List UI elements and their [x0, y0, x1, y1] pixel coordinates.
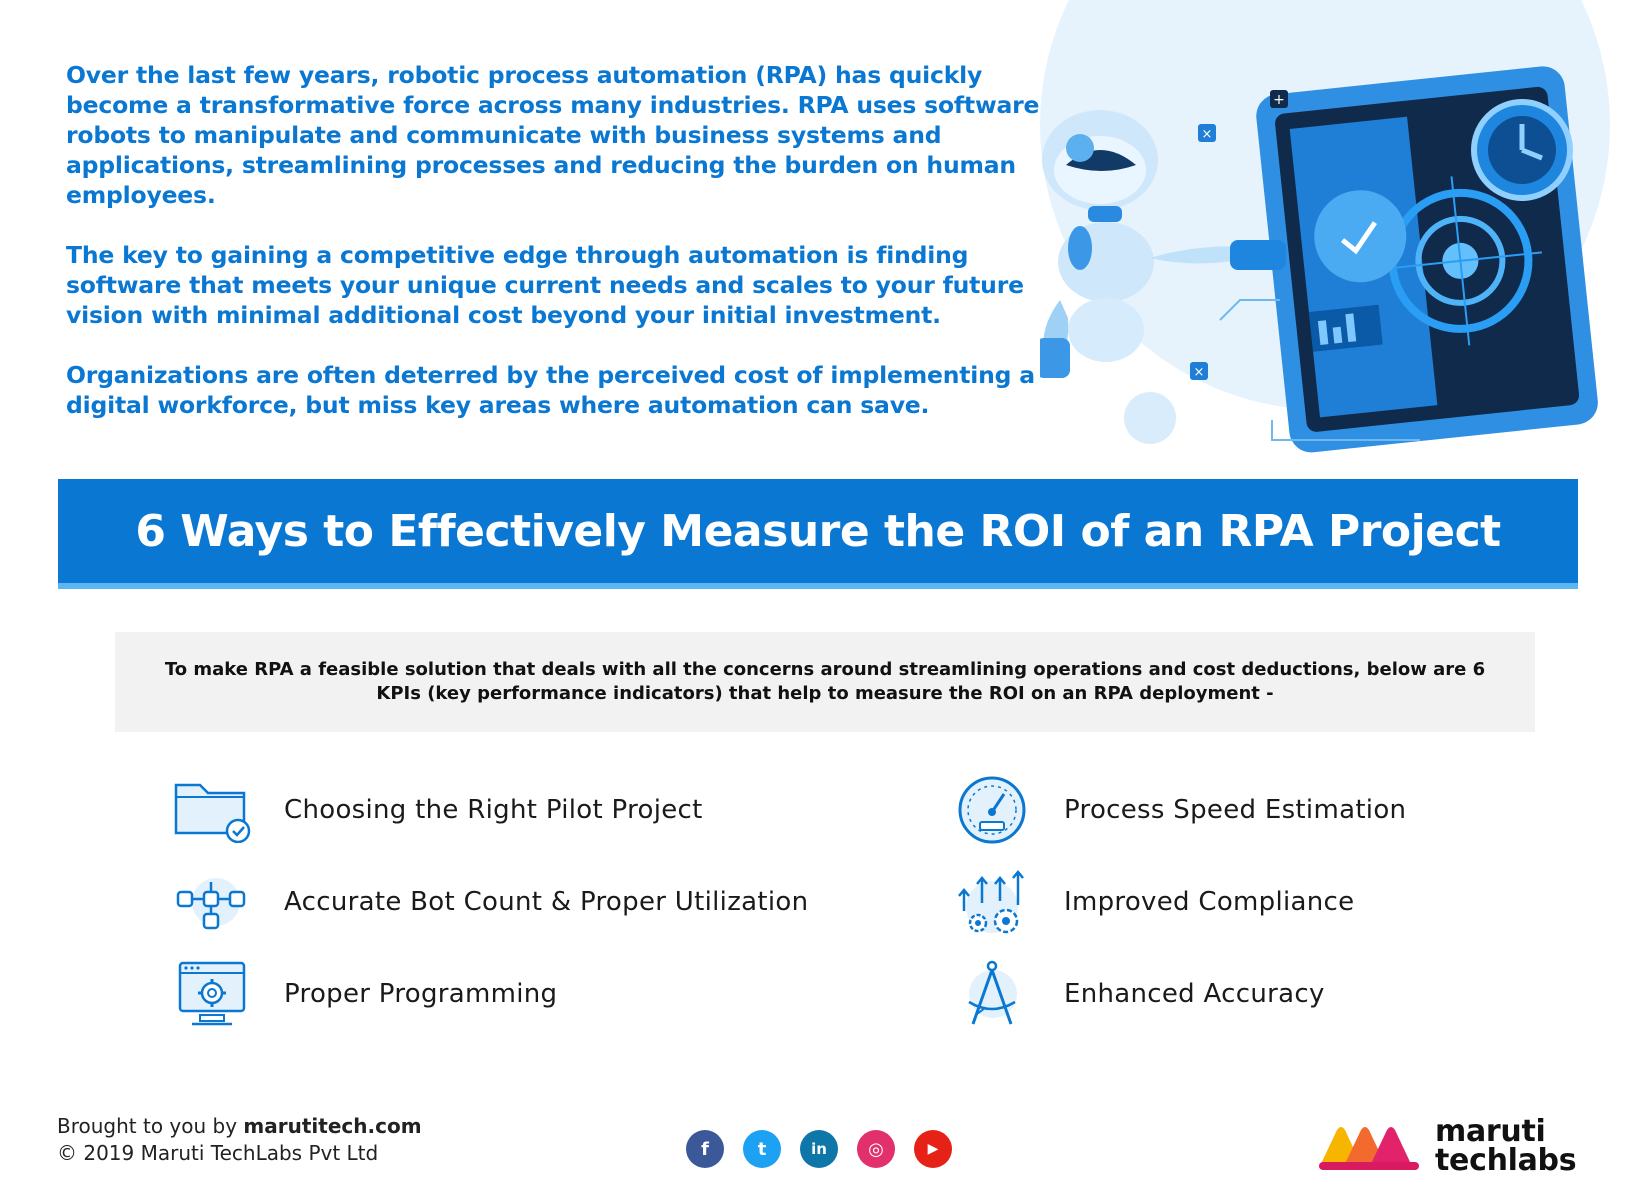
brought-by-line: Brought to you by marutitech.com: [57, 1114, 422, 1138]
kpi-label: Accurate Bot Count & Proper Utilization: [284, 887, 809, 917]
kpi-label: Improved Compliance: [1064, 887, 1355, 917]
kpi-label: Process Speed Estimation: [1064, 795, 1407, 825]
instagram-icon[interactable]: ◎: [857, 1130, 895, 1168]
kpi-item: [172, 866, 808, 938]
copyright-text: © 2019 Maruti TechLabs Pvt Ltd: [57, 1141, 379, 1165]
gears-arrows-icon: [952, 866, 1032, 938]
youtube-icon[interactable]: ▶: [914, 1130, 952, 1168]
kpi-item: [952, 774, 1406, 846]
brand-mark-icon: [1315, 1120, 1423, 1172]
speedometer-icon: [952, 774, 1032, 846]
intro-note-text: To make RPA a feasible solution that deals with all the concerns around streamlining operations and cost deductions, below are 6 KPIs (key performance indicators) that help to measure the ROI on an RPA deployment -: [164, 659, 1486, 704]
social-links: [686, 1130, 952, 1168]
svg-text:×: ×: [1193, 365, 1205, 380]
monitor-gear-icon: [172, 958, 252, 1030]
svg-text:+: +: [1273, 92, 1285, 108]
brand-wordmark: maruti techlabs: [1435, 1114, 1577, 1178]
intro-note-box: [115, 632, 1535, 732]
robot-illustration: [1040, 0, 1633, 480]
svg-text:×: ×: [1201, 127, 1213, 142]
kpi-item: [952, 866, 1354, 938]
intro-text: [66, 60, 1046, 450]
footer-credits: [57, 1113, 422, 1167]
kpi-label: Enhanced Accuracy: [1064, 979, 1325, 1009]
folder-check-icon: [172, 774, 252, 846]
facebook-icon[interactable]: f: [686, 1130, 724, 1168]
brand-logo: [1315, 1114, 1577, 1178]
twitter-icon[interactable]: t: [743, 1130, 781, 1168]
compass-icon: [952, 958, 1032, 1030]
page-title: 6 Ways to Effectively Measure the ROI of an RPA Project: [135, 505, 1501, 557]
intro-paragraph: Over the last few years, robotic process automation (RPA) has quickly become a transformative force across many industries. RPA uses software robots to manipulate and communicate with business systems and applications, streamlining processes and reducing the burden on human employees.: [66, 61, 1040, 209]
kpi-item: [172, 774, 703, 846]
intro-paragraph: The key to gaining a competitive edge through automation is finding software that meets your unique current needs and scales to your future vision with minimal additional cost beyond your initial investment.: [66, 241, 1024, 329]
kpi-label: Choosing the Right Pilot Project: [284, 795, 703, 825]
kpi-item: [952, 958, 1325, 1030]
kpi-item: [172, 958, 557, 1030]
network-nodes-icon: [172, 866, 252, 938]
kpi-label: Proper Programming: [284, 979, 558, 1009]
title-banner: [58, 479, 1578, 589]
linkedin-icon[interactable]: in: [800, 1130, 838, 1168]
intro-paragraph: Organizations are often deterred by the perceived cost of implementing a digital workforce, but miss key areas where automation can save.: [66, 361, 1035, 419]
site-link[interactable]: marutitech.com: [243, 1114, 422, 1138]
